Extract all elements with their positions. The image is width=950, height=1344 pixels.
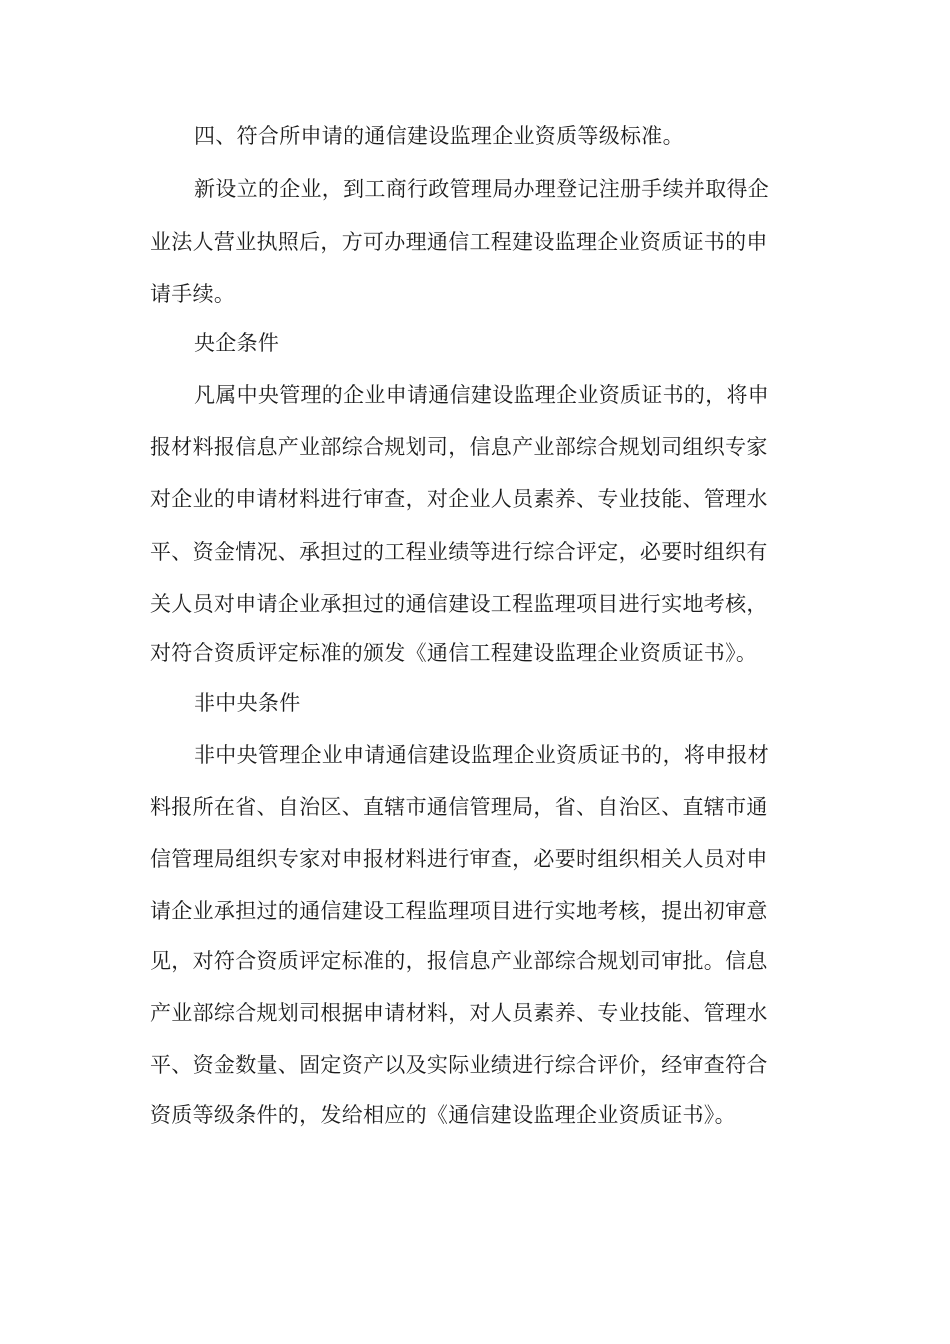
text-line: 平、资金数量、固定资产以及实际业绩进行综合评价，经审查符合	[150, 1053, 768, 1077]
text-line: 对企业的申请材料进行审查，对企业人员素养、专业技能、管理水	[150, 487, 768, 511]
text-line: 资质等级条件的，发给相应的《通信建设监理企业资质证书》。	[150, 1103, 736, 1127]
text-line: 平、资金情况、承担过的工程业绩等进行综合评定，必要时组织有	[150, 540, 768, 564]
text-line: 见，对符合资质评定标准的，报信息产业部综合规划司审批。信息	[150, 949, 768, 973]
text-line: 四、符合所申请的通信建设监理企业资质等级标准。	[194, 124, 684, 148]
text-line: 料报所在省、自治区、直辖市通信管理局，省、自治区、直辖市通	[150, 795, 768, 819]
text-line: 凡属中央管理的企业申请通信建设监理企业资质证书的，将申	[194, 383, 770, 407]
text-line: 报材料报信息产业部综合规划司，信息产业部综合规划司组织专家	[150, 435, 768, 459]
text-line: 新设立的企业，到工商行政管理局办理登记注册手续并取得企	[194, 177, 770, 201]
section-heading: 非中央条件	[194, 691, 301, 715]
text-line: 关人员对申请企业承担过的通信建设工程监理项目进行实地考核，	[150, 592, 768, 616]
text-line: 产业部综合规划司根据申请材料，对人员素养、专业技能、管理水	[150, 1001, 768, 1025]
text-line: 非中央管理企业申请通信建设监理企业资质证书的，将申报材	[194, 743, 770, 767]
text-line: 请手续。	[150, 282, 236, 306]
text-line: 对符合资质评定标准的颁发《通信工程建设监理企业资质证书》。	[150, 641, 758, 665]
text-line: 业法人营业执照后，方可办理通信工程建设监理企业资质证书的申	[150, 230, 768, 254]
section-heading: 央企条件	[194, 331, 280, 355]
text-line: 信管理局组织专家对申报材料进行审查，必要时组织相关人员对申	[150, 847, 768, 871]
text-line: 请企业承担过的通信建设工程监理项目进行实地考核，提出初审意	[150, 899, 768, 923]
